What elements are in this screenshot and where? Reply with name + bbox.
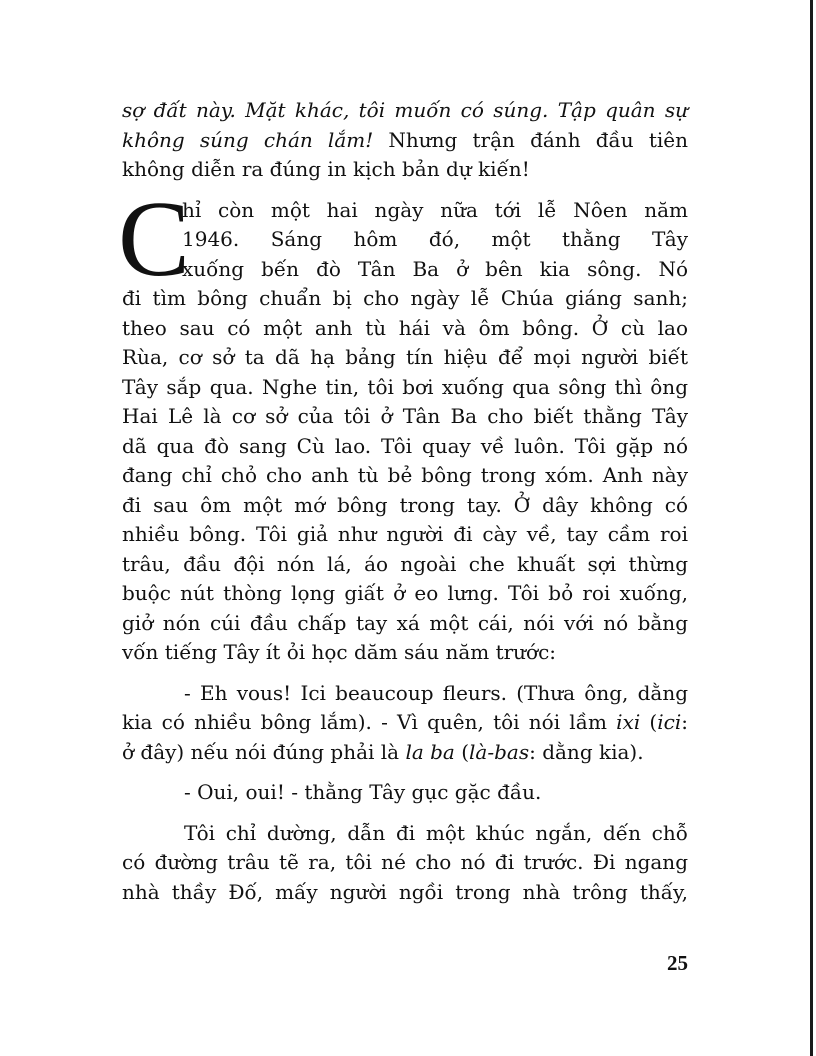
- paragraph-line: buộc nút thòng lọng giất ở eo lưng. Tôi bỏ roi xuống,: [122, 581, 688, 605]
- paragraph-line: dã qua đò sang Cù lao. Tôi quay về luôn. Tôi gặp nó: [122, 433, 688, 458]
- paragraph-line: đang chỉ chỏ cho anh tù bẻ bông trong xóm. Anh này: [122, 463, 688, 487]
- paragraph-gap: [122, 185, 688, 196]
- dialogue-italic-word: ixi: [616, 710, 641, 734]
- intro-line-3: không diễn ra đúng in kịch bản dự kiến!: [122, 157, 530, 181]
- drop-cap-paragraph: [118, 179, 688, 668]
- intro-line-2: [122, 126, 688, 156]
- paragraph-line: có đường trâu tẽ ra, tôi né cho nó đi trước. Đi ngang: [122, 850, 688, 874]
- dialogue-reply: - Oui, oui! - thằng Tây gục gặc đầu.: [184, 780, 542, 804]
- page-number: 25: [667, 951, 688, 975]
- dialogue-text: (: [454, 739, 470, 764]
- paragraph-line: Tôi chỉ dường, dẫn đi một khúc ngắn, dến chỗ: [184, 820, 688, 845]
- paragraph-line: giở nón cúi đầu chấp tay xá một cái, nói với nó bằng: [122, 610, 688, 635]
- dialogue-line-2: [122, 708, 688, 738]
- dialogue-italic-word: la ba: [405, 739, 455, 764]
- paragraph-line: Hai Lê là cơ sở của tôi ở Tân Ba cho biết thằng Tây: [122, 404, 688, 428]
- intro-italic-phrase: không súng chán lắm!: [122, 127, 374, 152]
- dialogue-line-3: [122, 738, 688, 768]
- paragraph-line: Rùa, cơ sở ta dã hạ bảng tín hiệu để mọi người biết: [122, 345, 688, 369]
- dialogue-text: : dằng kia).: [529, 739, 644, 764]
- dialogue-italic-word: ici: [657, 710, 682, 734]
- paragraph-line: vốn tiếng Tây ít ỏi học dăm sáu năm trước:: [122, 640, 557, 664]
- dialogue-text: (: [640, 710, 658, 734]
- dialogue-text: ở đây) nếu nói đúng phải là: [122, 739, 406, 764]
- page-body: [118, 96, 688, 907]
- paragraph-gap: [122, 668, 688, 679]
- paragraph-gap: [122, 767, 688, 778]
- paragraph-gap: [122, 808, 688, 819]
- paragraph-line: đi sau ôm một mớ bông trong tay. Ở dây không có: [122, 492, 688, 517]
- intro-line-2-rest: Nhưng trận đánh đầu tiên: [373, 127, 688, 152]
- paragraph-line: nhà thầy Đố, mấy người ngồi trong nhà trông thấy,: [122, 879, 688, 904]
- intro-line-1: sợ đất này. Mặt khác, tôi muốn có súng. Tập quân sự: [122, 98, 688, 122]
- paragraph-line: đi tìm bông chuẩn bị cho ngày lễ Chúa giáng sanh;: [122, 286, 688, 310]
- paragraph-line: Tây sắp qua. Nghe tin, tôi bơi xuống qua sông thì ông: [122, 374, 688, 399]
- dialogue-text: :: [681, 710, 688, 734]
- dialogue-text: kia có nhiều bông lắm). - Vì quên, tôi nói lầm: [122, 710, 617, 734]
- page-edge-rule: [810, 0, 813, 1056]
- paragraph-line: xuống bến đò Tân Ba ở bên kia sông. Nó: [182, 256, 688, 281]
- dialogue-line-1: - Eh vous! Ici beaucoup fleurs. (Thưa ông, dằng: [184, 680, 688, 705]
- paragraph-line: theo sau có một anh tù hái và ôm bông. Ở cù lao: [122, 315, 688, 340]
- paragraph-line: trâu, đầu đội nón lá, áo ngoài che khuất sợi thừng: [122, 551, 688, 576]
- dialogue-italic-word: là-bas: [469, 739, 530, 764]
- paragraph-line: hỉ còn một hai ngày nữa tới lễ Nôen năm: [182, 197, 688, 222]
- drop-cap-letter: C: [118, 179, 191, 299]
- paragraph-line: 1946. Sáng hôm đó, một thằng Tây: [182, 227, 688, 251]
- paragraph-line: nhiều bông. Tôi giả như người đi cày về, tay cầm roi: [122, 522, 688, 546]
